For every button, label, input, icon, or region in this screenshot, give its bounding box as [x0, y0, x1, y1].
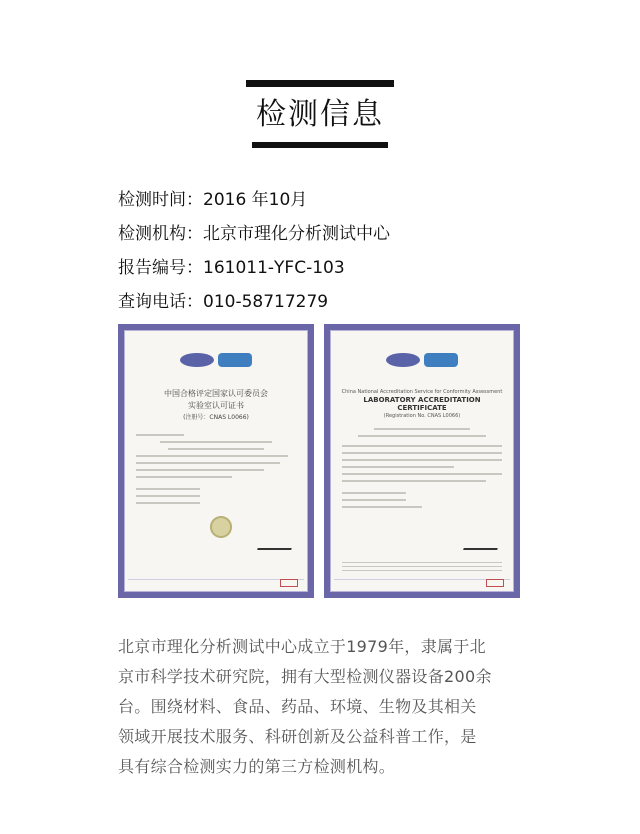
- certificate-logos: [124, 352, 308, 371]
- stamp-icon: [486, 579, 504, 587]
- certificate-footer: [334, 579, 510, 588]
- certificate-images: [118, 324, 520, 598]
- certificate-reg: (注册号：CNAS L0066): [183, 414, 249, 421]
- info-value: 010-58717279: [203, 292, 329, 312]
- certificate-paper: [330, 330, 514, 592]
- certificate-paper: [124, 330, 308, 592]
- certificate-chinese: [118, 324, 314, 598]
- certificate-title: LABORATORY ACCREDITATION CERTIFICATE: [363, 396, 481, 412]
- certificate-reg: (Registration No. CNAS L0066): [383, 413, 461, 419]
- description-line: 台。围绕材料、食品、药品、环境、生物及其相关: [118, 697, 477, 716]
- description-line: 具有综合检测实力的第三方检测机构。: [118, 757, 396, 776]
- seal-icon: [210, 516, 232, 538]
- info-row-test-date: [118, 188, 390, 222]
- certificate-fineprint: [342, 562, 502, 574]
- certificate-body-text: [342, 428, 502, 513]
- info-label: 报告编号：: [118, 258, 203, 278]
- certificate-english: [324, 324, 520, 598]
- certificate-body-text: [136, 434, 296, 509]
- certificate-org: 中国合格评定国家认可委员会: [164, 389, 268, 398]
- info-label: 检测机构：: [118, 224, 203, 244]
- certificate-footer: [128, 579, 304, 588]
- info-row-test-agency: [118, 222, 390, 256]
- info-value: 2016 年10月: [203, 190, 308, 210]
- certificate-org: China National Accreditation Service for Conformity Assessment: [341, 389, 503, 395]
- ilac-logo-icon: [386, 353, 420, 367]
- description-line: 京市科学技术研究院，拥有大型检测仪器设备200余: [118, 667, 492, 686]
- info-label: 查询电话：: [118, 292, 203, 312]
- signature-icon: [257, 534, 297, 550]
- ilac-logo-icon: [180, 353, 214, 367]
- info-label: 检测时间：: [118, 190, 203, 210]
- cnas-logo-icon: [218, 353, 252, 367]
- section-title-block: [246, 80, 394, 148]
- certificate-heading: [134, 388, 298, 424]
- certificate-heading: [338, 388, 506, 420]
- title-bottom-bar: [252, 142, 388, 148]
- info-value: 北京市理化分析测试中心: [203, 224, 390, 244]
- description-line: 领域开展技术服务、科研创新及公益科普工作，是: [118, 727, 477, 746]
- info-row-phone: [118, 290, 390, 324]
- title-top-bar: [246, 80, 394, 87]
- stamp-icon: [280, 579, 298, 587]
- cnas-logo-icon: [424, 353, 458, 367]
- page-title: 检测信息: [256, 97, 384, 132]
- test-info-list: [118, 188, 390, 324]
- certificate-logos: [330, 352, 514, 371]
- info-value: 161011-YFC-103: [203, 258, 345, 278]
- signature-icon: [463, 534, 503, 550]
- info-row-report-number: [118, 256, 390, 290]
- description-line: 北京市理化分析测试中心成立于1979年，隶属于北: [118, 637, 486, 656]
- agency-description: [118, 632, 518, 782]
- certificate-title: 实验室认可证书: [188, 401, 244, 410]
